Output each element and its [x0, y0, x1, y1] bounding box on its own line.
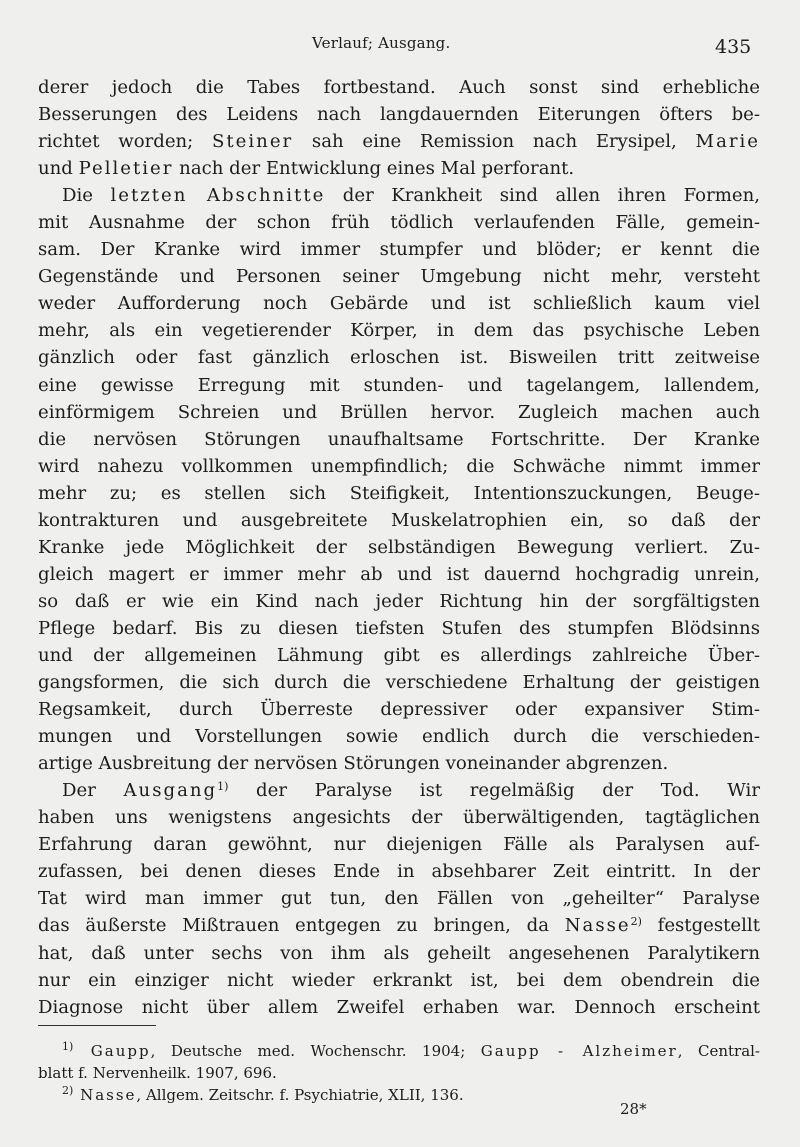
- text-line: und der allgemeinen Lähmung gibt es allerdings zahlreiche Über-: [38, 644, 760, 666]
- footnotes: [38, 1040, 760, 1106]
- page-number: 435: [715, 36, 752, 58]
- text-line: Kranke jede Möglichkeit der selbständigen Bewegung verliert. Zu-: [38, 536, 760, 558]
- text-line: hat, daß unter sechs von ihm als geheilt angesehenen Paralytikern: [38, 942, 760, 964]
- text-line: zufassen, bei denen dieses Ende in absehbarer Zeit eintritt. In der: [38, 861, 760, 883]
- text-line: mehr, als ein vegetierender Körper, in dem das psychische Leben: [38, 320, 760, 342]
- text-line: wird nahezu vollkommen unempfindlich; die Schwäche nimmt immer: [38, 455, 760, 477]
- running-title: Verlauf; Ausgang.: [312, 34, 451, 52]
- text-line: die nervösen Störungen unaufhaltsame Fortschritte. Der Kranke: [38, 428, 760, 450]
- text-line: Die letzten Abschnitte der Krankheit sind allen ihren Formen,: [62, 185, 760, 207]
- author-name: Nasse: [564, 915, 631, 937]
- footnote-rule: [38, 1025, 156, 1026]
- text-line: Pflege bedarf. Bis zu diesen tiefsten Stufen des stumpfen Blödsinns: [38, 617, 760, 639]
- text-line: Erfahrung daran gewöhnt, nur diejenigen Fälle als Paralysen auf-: [38, 834, 760, 856]
- text-line: gleich magert er immer mehr ab und ist dauernd hochgradig unrein,: [38, 563, 760, 585]
- text-line: derer jedoch die Tabes fortbestand. Auch sonst sind erhebliche: [38, 77, 760, 98]
- footnote-line: blatt f. Nervenheilk. 1907, 696.: [38, 1064, 277, 1082]
- body-text: [38, 74, 760, 1021]
- text-line: Tat wird man immer gut tun, den Fällen von „geheilter“ Paralyse: [38, 888, 760, 910]
- emphasis: letzten Abschnitte: [110, 185, 326, 207]
- text-line: mit Ausnahme der schon früh tödlich verlaufenden Fälle, gemein-: [38, 212, 760, 234]
- text-line: das äußerste Mißtrauen entgegen zu bringen, da Nasse$^{2)}$ festgestellt: [38, 915, 760, 937]
- text-line: kontrakturen und ausgebreitete Muskelatrophien ein, so daß der: [38, 509, 760, 531]
- footnote-line: $^{2)}$ Nasse, Allgem. Zeitschr. f. Psychiatrie, XLII, 136.: [62, 1084, 464, 1104]
- text-line: nur ein einziger nicht wieder erkrankt ist, bei dem obendrein die: [38, 969, 760, 991]
- text-line: artige Ausbreitung der nervösen Störungen voneinander abgrenzen.: [38, 753, 669, 775]
- text-line: weder Aufforderung noch Gebärde und ist schließlich kaum viel: [38, 293, 760, 315]
- author-name: Steiner: [212, 131, 294, 153]
- footnote-ref: 2): [630, 915, 642, 929]
- text-line: Besserungen des Leidens nach langdauernden Eiterungen öfters be-: [38, 104, 760, 126]
- text-line: mehr zu; es stellen sich Steifigkeit, Intentionszuckungen, Beuge-: [38, 482, 760, 504]
- footnote-ref: 1): [217, 780, 229, 794]
- page-header: [0, 30, 800, 60]
- author-name: Marie: [695, 131, 761, 153]
- text-line: gänzlich oder fast gänzlich erloschen ist. Bisweilen tritt zeitweise: [38, 347, 760, 369]
- text-line: Gegenstände und Personen seiner Umgebung nicht mehr, versteht: [38, 266, 760, 288]
- text-line: einförmigem Schreien und Brüllen hervor. Zugleich machen auch: [38, 401, 760, 423]
- text-line: sam. Der Kranke wird immer stumpfer und blöder; er kennt die: [38, 239, 760, 261]
- footnote-line: $^{1)}$ Gaupp, Deutsche med. Wochenschr. 1904; Gaupp - Alzheimer, Central-: [62, 1040, 761, 1060]
- text-line: gangsformen, die sich durch die verschiedene Erhaltung der geistigen: [38, 672, 760, 694]
- emphasis: Ausgang: [123, 780, 218, 802]
- text-line: Diagnose nicht über allem Zweifel erhaben war. Dennoch erscheint: [38, 996, 760, 1018]
- text-line: Der Ausgang$^{1)}$ der Paralyse ist regelmäßig der Tod. Wir: [62, 780, 760, 802]
- text-line: richtet worden; Steiner sah eine Remission nach Erysipel, Marie: [38, 131, 761, 153]
- text-line: eine gewisse Erregung mit stunden- und tagelangem, lallendem,: [38, 374, 760, 396]
- text-line: haben uns wenigstens angesichts der überwältigenden, tagtäglichen: [38, 807, 760, 829]
- author-name: Pelletier: [78, 158, 174, 180]
- text-line: so daß er wie ein Kind nach jeder Richtung hin der sorgfältigsten: [38, 590, 760, 612]
- text-line: Regsamkeit, durch Überreste depressiver oder expansiver Stim-: [38, 699, 760, 721]
- signature-mark: 28*: [620, 1100, 647, 1118]
- text-line: mungen und Vorstellungen sowie endlich durch die verschieden-: [38, 726, 760, 748]
- text-line: und Pelletier nach der Entwicklung eines Mal perforant.: [38, 158, 575, 180]
